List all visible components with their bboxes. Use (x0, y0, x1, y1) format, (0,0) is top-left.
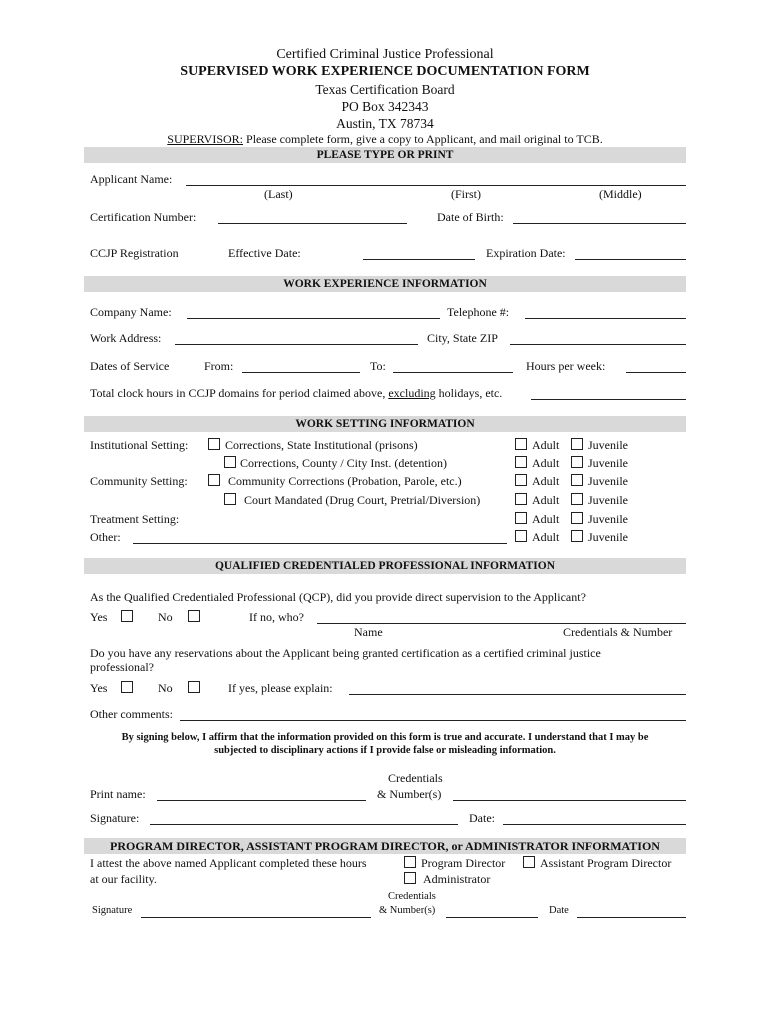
reservations-question-line2: professional? (90, 660, 154, 674)
to-label: To: (370, 359, 386, 373)
other-comments-field[interactable] (180, 720, 686, 721)
print-name-label: Print name: (90, 787, 146, 801)
band-work-experience: WORK EXPERIENCE INFORMATION (84, 276, 686, 292)
juvenile-checkbox[interactable] (571, 456, 583, 468)
total-hours-prefix: Total clock hours in CCJP domains for period claimed above, (90, 386, 389, 400)
from-label: From: (204, 359, 234, 373)
juvenile-label: Juvenile (588, 438, 628, 452)
band-type-or-print: PLEASE TYPE OR PRINT (84, 147, 686, 163)
adult-checkbox[interactable] (515, 512, 527, 524)
other-comments-label: Other comments: (90, 707, 173, 721)
juvenile-label: Juvenile (588, 493, 628, 507)
reservations-question-line1: Do you have any reservations about the Applicant being granted certification as a certified criminal justice (90, 646, 601, 660)
reservations-no-checkbox[interactable] (188, 681, 200, 693)
band-work-setting: WORK SETTING INFORMATION (84, 416, 686, 432)
dates-of-service-label: Dates of Service (90, 359, 170, 373)
administrator-checkbox[interactable] (404, 872, 416, 884)
dob-field[interactable] (513, 223, 686, 224)
juvenile-label: Juvenile (588, 512, 628, 526)
inst-opt1-checkbox[interactable] (208, 438, 220, 450)
total-hours-field[interactable] (531, 399, 686, 400)
expiration-date-label: Expiration Date: (486, 246, 566, 260)
name-caption: Name (354, 625, 383, 639)
inst-opt2-checkbox[interactable] (224, 456, 236, 468)
company-label: Company Name: (90, 305, 172, 319)
cert-number-label: Certification Number: (90, 210, 197, 224)
qcp-yes-checkbox[interactable] (121, 610, 133, 622)
if-yes-field[interactable] (349, 694, 686, 695)
juvenile-checkbox[interactable] (571, 512, 583, 524)
director-date-field[interactable] (577, 917, 686, 918)
if-no-label: If no, who? (249, 610, 304, 624)
total-hours-excluding: excluding (388, 386, 436, 400)
hours-per-week-label: Hours per week: (526, 359, 606, 373)
juvenile-label: Juvenile (588, 474, 628, 488)
adult-checkbox[interactable] (515, 493, 527, 505)
comm-opt2-label: Court Mandated (Drug Court, Pretrial/Diversion) (244, 493, 481, 507)
director-signature-label: Signature (92, 905, 133, 916)
middle-caption: (Middle) (599, 187, 642, 201)
city-state-zip-field[interactable] (510, 344, 686, 345)
qcp-credentials-label: Credentials (388, 771, 443, 785)
program-director-checkbox[interactable] (404, 856, 416, 868)
qcp-credentials-field[interactable] (453, 800, 686, 801)
form-subtitle: Certified Criminal Justice Professional (276, 47, 494, 62)
total-hours-label (90, 386, 502, 401)
director-number-label: & Number(s) (379, 905, 436, 916)
form-title: SUPERVISED WORK EXPERIENCE DOCUMENTATION FORM (180, 64, 590, 79)
juvenile-label: Juvenile (588, 456, 628, 470)
credentials-number-caption: Credentials & Number (563, 625, 673, 639)
applicant-name-field[interactable] (186, 185, 686, 186)
adult-checkbox[interactable] (515, 530, 527, 542)
from-field[interactable] (242, 372, 360, 373)
effective-date-field[interactable] (363, 259, 475, 260)
band-director: PROGRAM DIRECTOR, ASSISTANT PROGRAM DIRECTOR, or ADMINISTRATOR INFORMATION (84, 838, 686, 854)
to-field[interactable] (393, 372, 513, 373)
inst-opt2-label: Corrections, County / City Inst. (detention) (240, 456, 447, 470)
adult-label: Adult (532, 456, 560, 470)
city-state-zip-label: City, State ZIP (427, 331, 498, 345)
if-no-field[interactable] (317, 623, 686, 624)
administrator-label: Administrator (423, 872, 491, 886)
reservations-yes-label: Yes (90, 681, 108, 695)
adult-checkbox[interactable] (515, 474, 527, 486)
supervisor-text: Please complete form, give a copy to Applicant, and mail original to TCB. (243, 132, 603, 146)
attest-line2: at our facility. (90, 872, 157, 886)
po-box: PO Box 342343 (341, 99, 429, 114)
director-credentials-field[interactable] (446, 917, 538, 918)
total-hours-suffix: holidays, etc. (435, 386, 503, 400)
affirmation-line2: subjected to disciplinary actions if I provide false or misleading information. (214, 745, 556, 756)
applicant-name-label: Applicant Name: (90, 172, 173, 186)
org-name: Texas Certification Board (315, 82, 455, 97)
director-date-label: Date (549, 905, 569, 916)
attest-line1: I attest the above named Applicant completed these hours (90, 856, 367, 870)
qcp-yes-label: Yes (90, 610, 108, 624)
ccjp-label: CCJP Registration (90, 246, 179, 260)
adult-label: Adult (532, 474, 560, 488)
qcp-signature-label: Signature: (90, 811, 140, 825)
company-field[interactable] (187, 318, 440, 319)
other-setting-label: Other: (90, 530, 121, 544)
last-caption: (Last) (264, 187, 293, 201)
program-director-label: Program Director (421, 856, 506, 870)
supervisor-label: SUPERVISOR: (167, 132, 244, 146)
affirmation-line1: By signing below, I affirm that the information provided on this form is true and accurate. I understand that I may be (121, 732, 649, 743)
adult-checkbox[interactable] (515, 438, 527, 450)
print-name-field[interactable] (157, 800, 366, 801)
cert-number-field[interactable] (218, 223, 407, 224)
dob-label: Date of Birth: (437, 210, 504, 224)
assistant-director-checkbox[interactable] (523, 856, 535, 868)
hours-per-week-field[interactable] (626, 372, 686, 373)
director-signature-field[interactable] (141, 917, 371, 918)
effective-date-label: Effective Date: (228, 246, 301, 260)
telephone-field[interactable] (525, 318, 686, 319)
adult-label: Adult (532, 530, 560, 544)
qcp-no-label: No (158, 610, 173, 624)
institutional-label: Institutional Setting: (90, 438, 189, 452)
supervisor-instructions (0, 132, 770, 147)
address-field[interactable] (175, 344, 418, 345)
juvenile-label: Juvenile (588, 530, 628, 544)
address-label: Work Address: (90, 331, 162, 345)
comm-opt1-label: Community Corrections (Probation, Parole, etc.) (228, 474, 462, 488)
first-caption: (First) (451, 187, 481, 201)
qcp-signature-field[interactable] (150, 824, 458, 825)
band-qcp: QUALIFIED CREDENTIALED PROFESSIONAL INFORMATION (84, 558, 686, 574)
reservations-no-label: No (158, 681, 173, 695)
adult-label: Adult (532, 512, 560, 526)
adult-label: Adult (532, 438, 560, 452)
qcp-question: As the Qualified Credentialed Professional (QCP), did you provide direct supervision to the Applicant? (90, 590, 586, 604)
expiration-date-field[interactable] (575, 259, 686, 260)
assistant-director-label: Assistant Program Director (540, 856, 672, 870)
comm-opt2-checkbox[interactable] (224, 493, 236, 505)
adult-label: Adult (532, 493, 560, 507)
qcp-no-checkbox[interactable] (188, 610, 200, 622)
comm-opt1-checkbox[interactable] (208, 474, 220, 486)
other-setting-field[interactable] (133, 543, 507, 544)
juvenile-checkbox[interactable] (571, 474, 583, 486)
qcp-number-label: & Number(s) (377, 787, 442, 801)
juvenile-checkbox[interactable] (571, 438, 583, 450)
if-yes-label: If yes, please explain: (228, 681, 333, 695)
qcp-date-label: Date: (469, 811, 495, 825)
director-credentials-label: Credentials (388, 891, 436, 902)
qcp-date-field[interactable] (503, 824, 686, 825)
inst-opt1-label: Corrections, State Institutional (prisons) (225, 438, 418, 452)
juvenile-checkbox[interactable] (571, 530, 583, 542)
community-label: Community Setting: (90, 474, 188, 488)
reservations-yes-checkbox[interactable] (121, 681, 133, 693)
juvenile-checkbox[interactable] (571, 493, 583, 505)
city-line: Austin, TX 78734 (336, 116, 434, 131)
treatment-label: Treatment Setting: (90, 512, 180, 526)
adult-checkbox[interactable] (515, 456, 527, 468)
telephone-label: Telephone #: (447, 305, 510, 319)
